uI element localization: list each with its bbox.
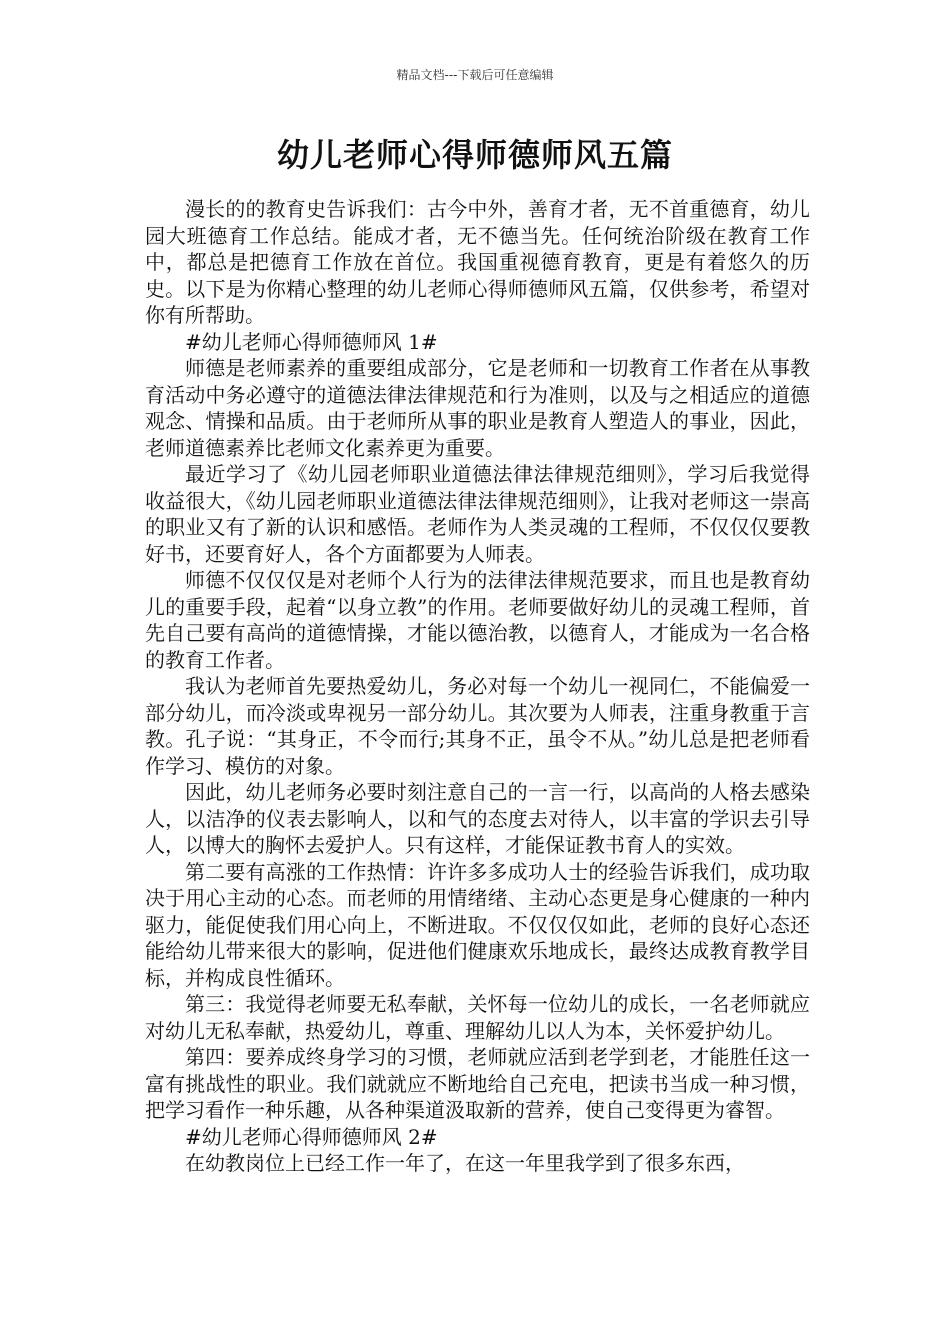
section-heading-2: #幼儿老师心得师德师风 2#: [185, 1124, 438, 1149]
paragraph: 第二要有高涨的工作热情：许许多多成功人士的经验告诉我们，成功取决于用心主动的心态。而老师的用情绪绪、主动心态更是身心健康的一种内驱力，能促使我们用心向上，不断进取。不仅仅仅如此，老师的良好心态还能给幼儿带来很大的影响，促进他们健康欢乐地成长，最终达成教育教学目标，并构成良性循环。: [145, 859, 810, 990]
paragraph: 师德是老师素养的重要组成部分，它是老师和一切教育工作者在从事教育活动中务必遵守的道德法律法律规范和行为准则，以及与之相适应的道德观念、情操和品质。由于老师所从事的职业是教育人塑造人的事业，因此，老师道德素养比老师文化素养更为重要。: [145, 356, 810, 460]
paragraph: 我认为老师首先要热爱幼儿，务必对每一个幼儿一视同仁，不能偏爱一部分幼儿，而冷淡或卑视另一部分幼儿。其次要为人师表，注重身教重于言教。孔子说：“其身正，不令而行;其身不正，虽令不从。”幼儿总是把老师看作学习、模仿的对象。: [145, 674, 810, 778]
paragraph: 师德不仅仅仅是对老师个人行为的法律法律规范要求，而且也是教育幼儿的重要手段，起着“以身立教”的作用。老师要做好幼儿的灵魂工程师，首先自己要有高尚的道德情操，才能以德治教，以德育人，才能成为一名合格的教育工作者。: [145, 568, 810, 672]
section-heading-1: #幼儿老师心得师德师风 1#: [185, 329, 438, 354]
document-body: [145, 196, 810, 1177]
paragraph: 在幼教岗位上已经工作一年了，在这一年里我学到了很多东西，: [185, 1151, 745, 1175]
paragraph: 第四：要养成终身学习的习惯，老师就应活到老学到老，才能胜任这一富有挑战性的职业。我们就就应不断地给自己充电，把读书当成一种习惯，把学习看作一种乐趣，从各种渠道汲取新的营养，使自己变得更为睿智。: [145, 1045, 810, 1122]
header-note: 精品文档---下载后可任意编辑: [396, 68, 554, 82]
paragraph-intro: 漫长的的教育史告诉我们：古今中外，善育才者，无不首重德育，幼儿园大班德育工作总结。能成才者，无不德当先。任何统治阶级在教育工作中，都总是把德育工作放在首位。我国重视德育教育，更是有着悠久的历史。以下是为你精心整理的幼儿老师心得师德师风五篇，仅供参考，希望对你有所帮助。: [145, 197, 810, 327]
paragraph: 因此，幼儿老师务必要时刻注意自己的一言一行，以高尚的人格去感染人，以洁净的仪表去影响人，以和气的态度去对待人，以丰富的学识去引导人，以博大的胸怀去爱护人。只有这样，才能保证教书育人的实效。: [145, 780, 810, 857]
paragraph: 最近学习了《幼儿园老师职业道德法律法律规范细则》，学习后我觉得收益很大，《幼儿园老师职业道德法律法律规范细则》，让我对老师这一崇高的职业又有了新的认识和感悟。老师作为人类灵魂的工程师，不仅仅仅要教好书，还要育好人，各个方面都要为人师表。: [145, 462, 810, 566]
document-title: 幼儿老师心得师德师风五篇: [276, 136, 673, 174]
paragraph: 第三：我觉得老师要无私奉献，关怀每一位幼儿的成长，一名老师就应对幼儿无私奉献，热爱幼儿，尊重、理解幼儿以人为本，关怀爱护幼儿。: [145, 992, 810, 1043]
